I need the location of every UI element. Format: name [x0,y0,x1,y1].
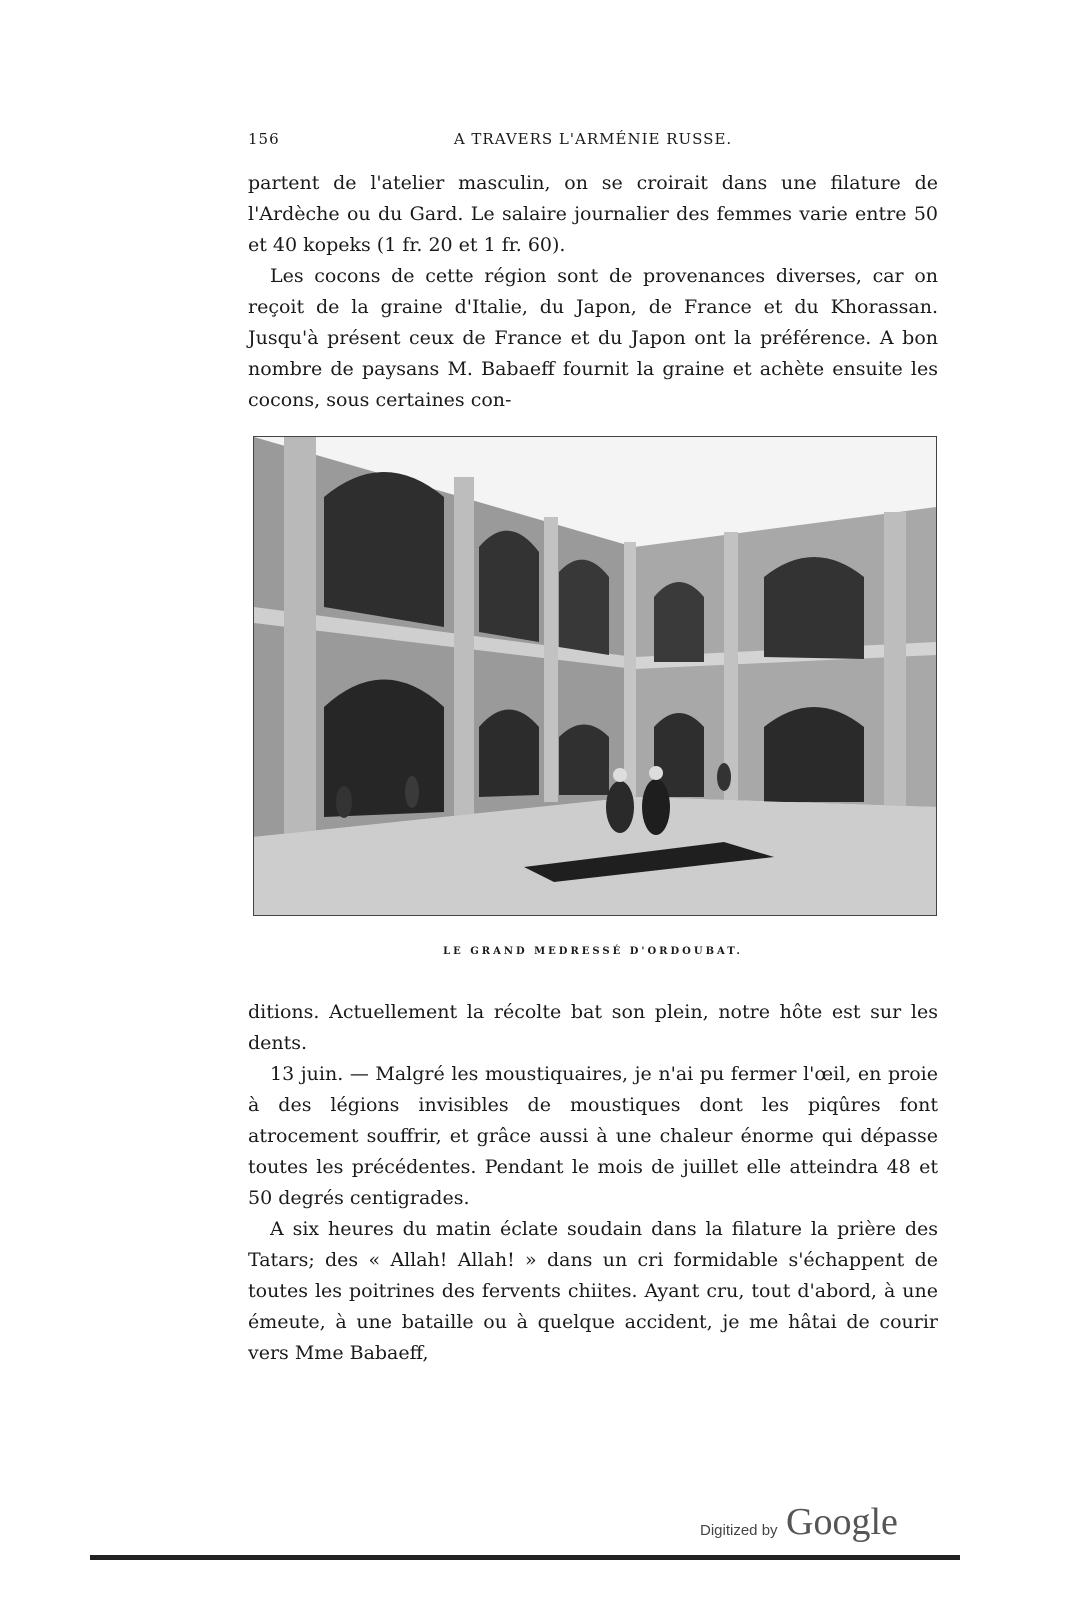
paragraph: A six heures du matin éclate soudain dans la filature la prière des Tatars; des « Allah! Allah! » dans un cri formidable s'échappent de toutes les poitrines des fervents chiites. Ayant cru, tout d'abord, à une émeute, à une bataille ou à quelque accident, je me hâtai de courir vers Mme Babaeff, [248,1218,938,1364]
engraving-illustration [253,436,937,916]
medresse-courtyard-engraving [254,437,936,915]
google-logo: Google [786,1501,898,1543]
running-title: A TRAVERS L'ARMÉNIE RUSSE. [453,130,733,148]
paragraph: partent de l'atelier masculin, on se croirait dans une filature de l'Ardèche ou du Gard. Le salaire journalier des femmes varie entre 50 et 40 kopeks (1 fr. 20 et 1 fr. 60). [248,172,938,256]
running-header [248,130,938,154]
digitized-by-label: Digitized by [700,1522,778,1539]
page-number: 156 [248,130,280,148]
scan-edge-rule [90,1555,960,1560]
figure-caption: LE GRAND MEDRESSÉ D'ORDOUBAT. [443,946,743,957]
paragraph: Les cocons de cette région sont de provenances diverses, car on reçoit de la graine d'Italie, du Japon, de France et du Khorassan. Jusqu'à présent ceux de France et du Japon ont la préférence. A bon nombre de paysans M. Babaeff fournit la graine et achète ensuite les cocons, sous certaines con- [248,265,938,411]
paragraph: 13 juin. — Malgré les moustiquaires, je n'ai pu fermer l'œil, en proie à des légions invisibles de moustiques dont les piqûres font atrocement souffrir, et grâce aussi à une chaleur énorme qui dépasse toutes les précédentes. Pendant le mois de juillet elle atteindra 48 et 50 degrés centigrades. [248,1063,938,1209]
body-text-top [248,168,938,416]
paragraph: ditions. Actuellement la récolte bat son plein, notre hôte est sur les dents. [248,1001,938,1054]
body-text-bottom [248,997,938,1369]
digitization-watermark [700,1500,940,1550]
